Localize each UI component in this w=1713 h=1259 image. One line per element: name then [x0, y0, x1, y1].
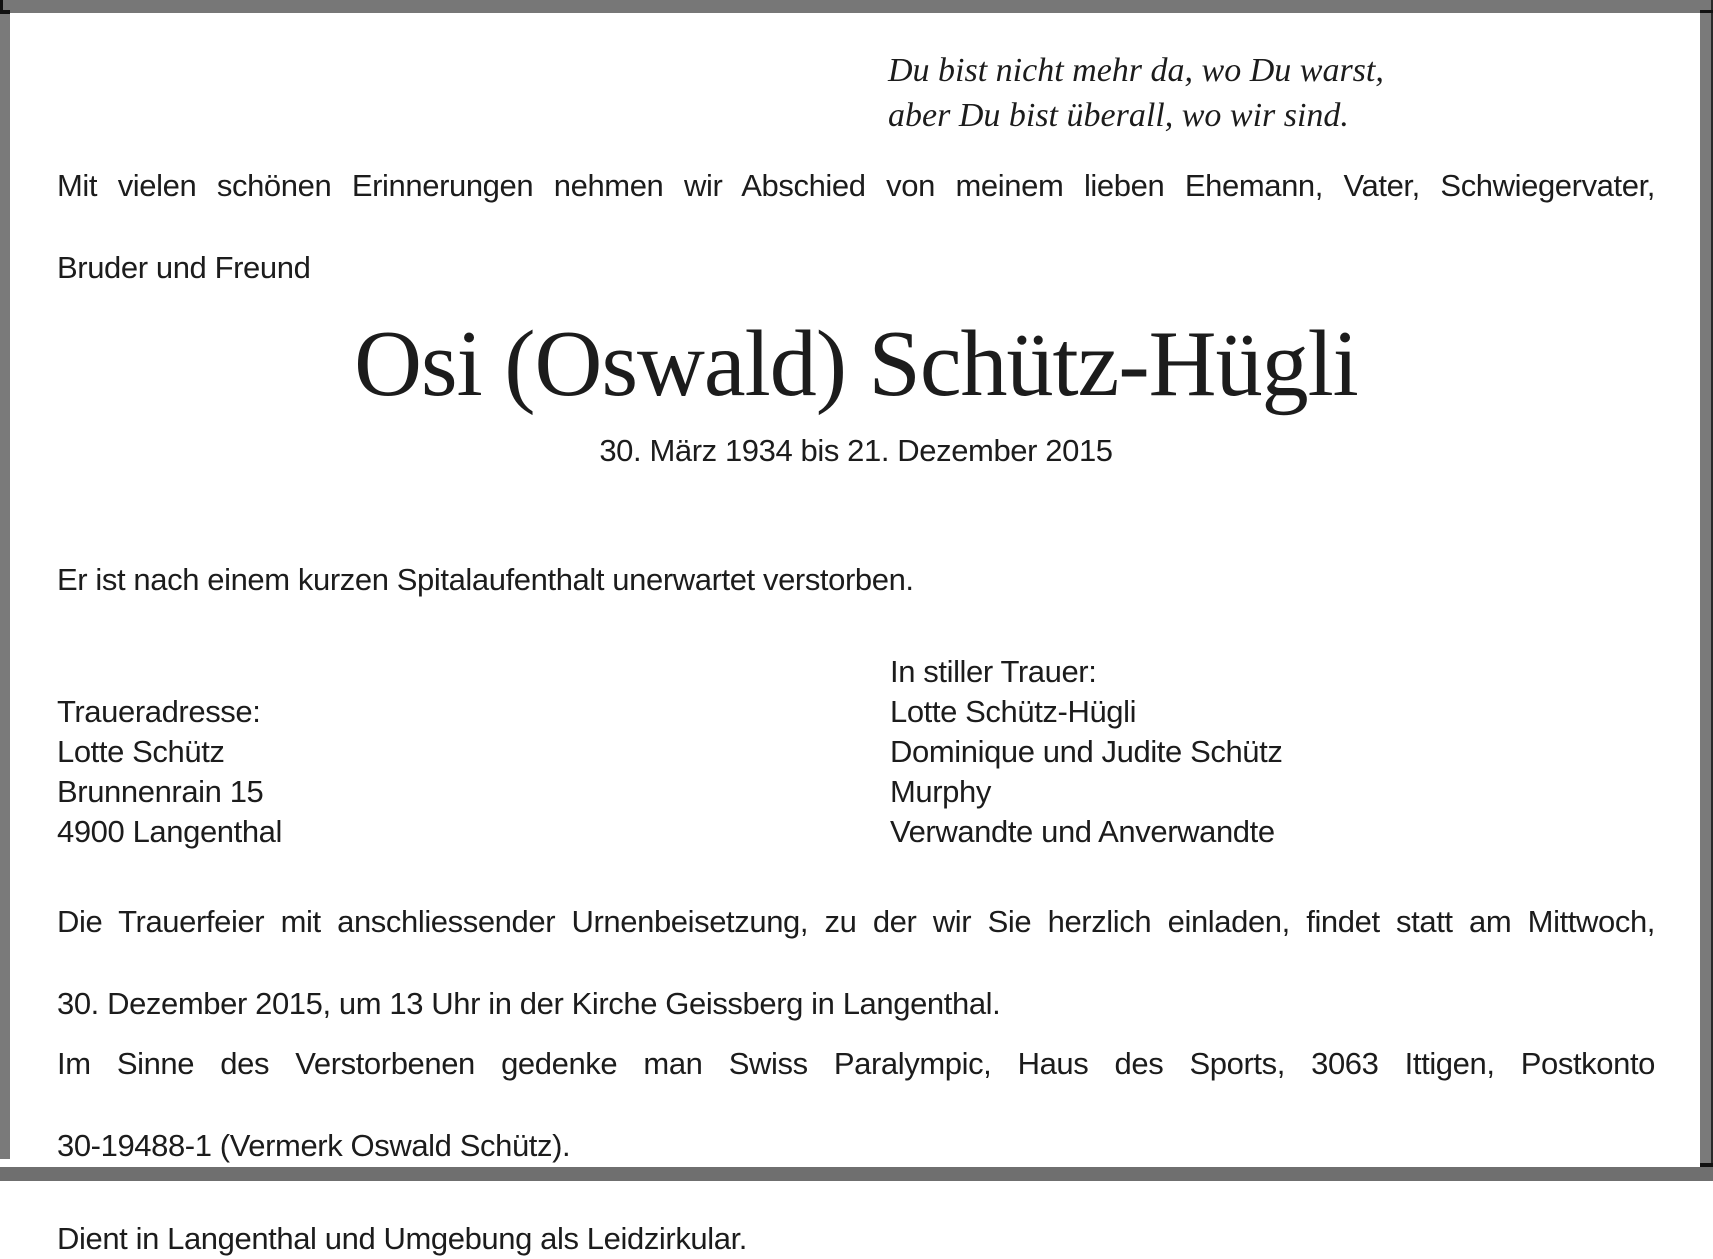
frame-top-bar: [0, 0, 1713, 13]
epigraph-line-2: aber Du bist überall, wo wir sind.: [888, 97, 1349, 134]
mourner-name: Lotte Schütz-Hügli: [890, 694, 1137, 729]
circular-note: Dient in Langenthal und Umgebung als Leidzirkular.: [57, 1221, 748, 1256]
mourning-address-column: [57, 652, 890, 852]
death-note: Er ist nach einem kurzen Spitalaufenthalt unerwartet verstorben.: [57, 562, 914, 597]
frame-left-bar: [0, 13, 10, 1159]
frame-right-bar: [1700, 13, 1711, 1164]
epigraph: [888, 48, 1655, 138]
mourner-name: Dominique und Judite Schütz: [890, 734, 1283, 769]
epigraph-line-1: Du bist nicht mehr da, wo Du warst,: [888, 52, 1384, 89]
mourning-section: [57, 652, 1655, 852]
deceased-name: Osi (Oswald) Schütz-Hügli: [354, 312, 1358, 416]
funeral-line-1: Die Trauerfeier mit anschliessender Urnenbeisetzung, zu der wir Sie herzlich einladen, findet statt am Mittwoch,: [57, 904, 1655, 939]
mourning-address-line: 4900 Langenthal: [57, 814, 283, 849]
donation-line-2: 30-19488-1 (Vermerk Oswald Schütz).: [57, 1128, 571, 1163]
scan-artifact-tick: [1700, 1163, 1713, 1167]
donation-info-paragraph: [57, 1043, 1655, 1166]
condolence-column: [890, 652, 1655, 852]
scan-artifact-tick: [1700, 10, 1713, 13]
mourning-address-line: Lotte Schütz: [57, 734, 225, 769]
funeral-line-2: 30. Dezember 2015, um 13 Uhr in der Kirche Geissberg in Langenthal.: [57, 986, 1001, 1021]
spacer-line: [57, 652, 890, 692]
life-dates: 30. März 1934 bis 21. Dezember 2015: [599, 433, 1113, 468]
intro-line-1: Mit vielen schönen Erinnerungen nehmen wir Abschied von meinem lieben Ehemann, Vater, Schwiegervater,: [57, 168, 1655, 203]
obituary-content: [57, 13, 1655, 1259]
funeral-info-paragraph: [57, 901, 1655, 1024]
intro-line-2: Bruder und Freund: [57, 250, 311, 285]
mourning-address-line: Brunnenrain 15: [57, 774, 264, 809]
scan-artifact-tick: [0, 0, 3, 13]
obituary-page: [10, 13, 1700, 1256]
mourning-address-heading: Traueradresse:: [57, 694, 261, 729]
donation-line-1: Im Sinne des Verstorbenen gedenke man Swiss Paralympic, Haus des Sports, 3063 Ittigen, Postkonto: [57, 1046, 1655, 1081]
in-stiller-trauer-heading: In stiller Trauer:: [890, 654, 1097, 689]
mourner-name: Murphy: [890, 774, 991, 809]
intro-paragraph: [57, 165, 1655, 288]
mourner-name: Verwandte und Anverwandte: [890, 814, 1275, 849]
